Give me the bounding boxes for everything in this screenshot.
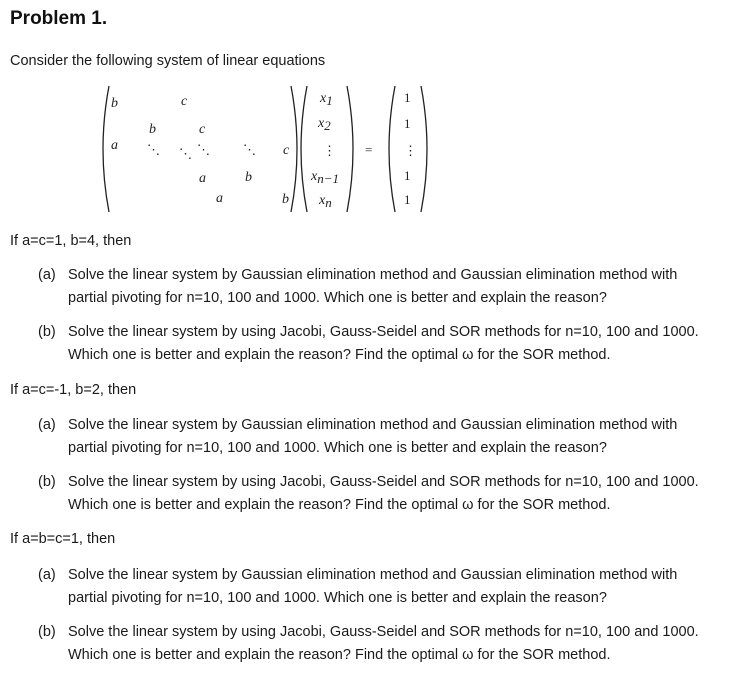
x1-entry: x1	[320, 91, 333, 108]
item-line-2: Which one is better and explain the reason? Find the optimal ω for the SOR method.	[68, 497, 611, 513]
item-label: (b)	[38, 474, 56, 490]
entry-c-1: c	[181, 94, 188, 109]
rhs-vdots: ⋮	[404, 143, 417, 158]
problem-title: Problem 1.	[10, 8, 108, 29]
xn-entry: xn	[319, 193, 332, 210]
item-line-2: Which one is better and explain the reason? Find the optimal ω for the SOR method.	[68, 647, 611, 663]
linear-system-equation	[95, 82, 445, 217]
item-text	[68, 564, 738, 610]
item-line-2: partial pivoting for n=10, 100 and 1000. Which one is better and explain the reason?	[68, 290, 607, 306]
item-label: (b)	[38, 624, 56, 640]
x-right-paren	[347, 86, 353, 212]
rhs-1-c: 1	[404, 168, 411, 183]
ddots-4: ⋱	[179, 146, 192, 161]
intro-text: Consider the following system of linear equations	[10, 53, 326, 69]
item-label: (b)	[38, 324, 56, 340]
entry-a-2: a	[199, 171, 206, 186]
rhs-1-a: 1	[404, 90, 411, 105]
entry-b-3: b	[245, 170, 252, 185]
rhs-left-paren	[389, 86, 395, 212]
item-line-1: Solve the linear system by Gaussian elimination method and Gaussian elimination method with	[68, 267, 678, 283]
entry-c-2: c	[199, 122, 206, 137]
entry-a-1: a	[111, 138, 118, 153]
rhs-1-d: 1	[404, 192, 411, 207]
item-line-2: Which one is better and explain the reason? Find the optimal ω for the SOR method.	[68, 347, 611, 363]
item-text	[68, 621, 738, 667]
entry-b-4: b	[282, 192, 289, 207]
rhs-1-b: 1	[404, 116, 411, 131]
item-line-2: partial pivoting for n=10, 100 and 1000. Which one is better and explain the reason?	[68, 590, 607, 606]
entry-b-1: b	[111, 96, 118, 111]
item-line-2: partial pivoting for n=10, 100 and 1000. Which one is better and explain the reason?	[68, 440, 607, 456]
item-line-1: Solve the linear system by Gaussian elimination method and Gaussian elimination method with	[68, 417, 678, 433]
case-2-heading: If a=c=-1, b=2, then	[10, 382, 137, 398]
item-text	[68, 321, 738, 367]
case-1-heading: If a=c=1, b=4, then	[10, 233, 132, 249]
item-line-1: Solve the linear system by using Jacobi, Gauss-Seidel and SOR methods for n=10, 100 and 1000.	[68, 324, 699, 340]
x2-entry: x2	[318, 116, 331, 133]
item-label: (a)	[38, 567, 56, 583]
item-text	[68, 471, 738, 517]
ddots-2: ⋱	[197, 142, 210, 157]
matrix-svg	[95, 82, 445, 217]
ddots-1: ⋱	[147, 142, 160, 157]
entry-c-3: c	[283, 143, 290, 158]
xn-minus-1-entry: xn−1	[311, 169, 339, 186]
entry-a-3: a	[216, 191, 223, 206]
item-line-1: Solve the linear system by using Jacobi, Gauss-Seidel and SOR methods for n=10, 100 and 1000.	[68, 474, 699, 490]
item-label: (a)	[38, 417, 56, 433]
item-line-1: Solve the linear system by Gaussian elimination method and Gaussian elimination method with	[68, 567, 678, 583]
item-line-1: Solve the linear system by using Jacobi, Gauss-Seidel and SOR methods for n=10, 100 and 1000.	[68, 624, 699, 640]
x-vdots: ⋮	[323, 143, 336, 158]
entry-b-2: b	[149, 122, 156, 137]
x-left-paren	[301, 86, 307, 212]
item-text	[68, 414, 738, 460]
equals-sign: =	[365, 142, 373, 157]
rhs-right-paren	[421, 86, 427, 212]
matrix-right-paren	[291, 86, 297, 212]
item-label: (a)	[38, 267, 56, 283]
matrix-left-paren	[103, 86, 109, 212]
ddots-3: ⋱	[243, 142, 256, 157]
case-3-heading: If a=b=c=1, then	[10, 531, 116, 547]
item-text	[68, 264, 738, 310]
